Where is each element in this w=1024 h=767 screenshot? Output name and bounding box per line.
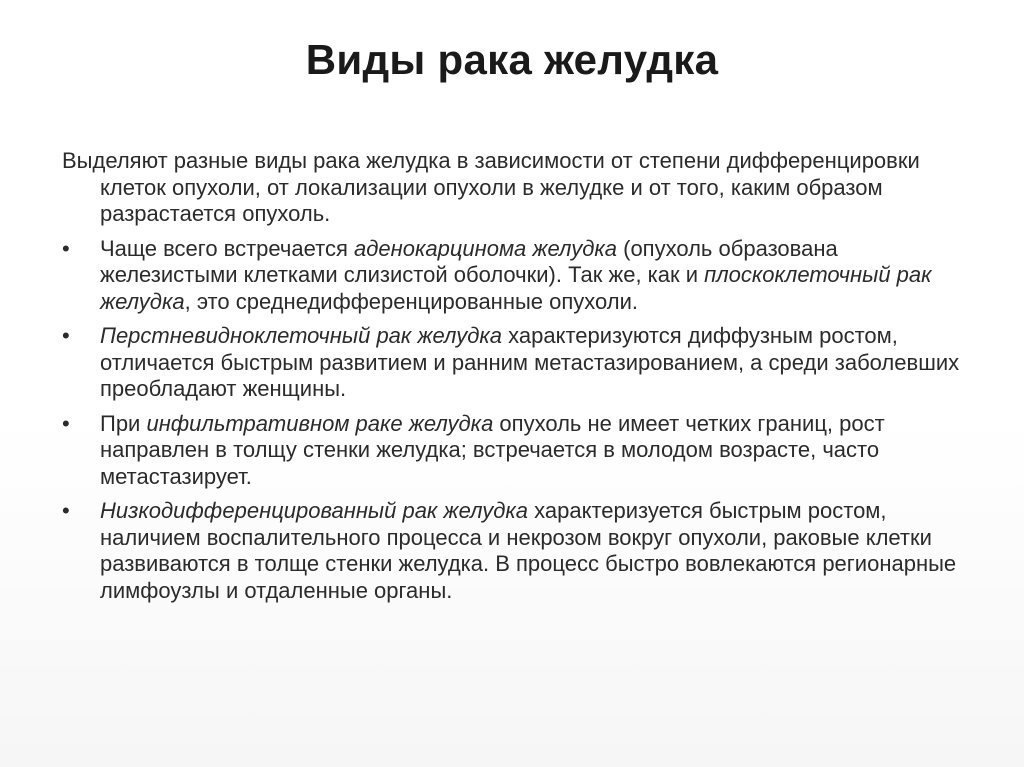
intro-paragraph: Выделяют разные виды рака желудка в зависимости от степени дифференцировки клеток опухоли, от локализации опухоли в желудке и от того, каким образом разрастается опухоль. <box>62 148 920 226</box>
italic-term: плоскоклеточный рак желудка <box>100 262 932 314</box>
text-run: характеризуются диффузным ростом, отличается быстрым развитием и ранним метастазированием, а среди заболевших преобладают женщины. <box>100 323 960 401</box>
bullet-item-infiltrative <box>62 411 972 491</box>
text-run: , это среднедифференцированные опухоли. <box>184 288 639 314</box>
bullet-icon: • <box>62 498 70 523</box>
bullet-text <box>100 498 972 604</box>
italic-term: аденокарцинома желудка <box>353 235 617 261</box>
bullet-item-undifferentiated <box>62 498 972 604</box>
slide-title: Виды рака желудка <box>305 36 719 83</box>
italic-term: инфильтративном раке желудка <box>146 410 494 436</box>
bullet-item-signet-ring <box>62 323 972 403</box>
bullet-text <box>100 323 972 403</box>
bullet-text <box>100 411 972 491</box>
text-run: При <box>100 410 147 436</box>
italic-term: Перстневидноклеточный рак желудка <box>100 323 502 348</box>
bullet-icon: • <box>62 235 70 261</box>
bullet-item-adenocarcinoma <box>62 236 972 316</box>
italic-term: Низкодифференцированный рак желудка <box>100 498 529 523</box>
text-run: характеризуется быстрым ростом, наличием воспалительного процесса и некрозом вокруг опухоли, раковые клетки развиваются в толще стенки желудка. В процесс быстро вовлекаются регионарные лимфоузлы и отдаленные органы. <box>100 498 957 603</box>
text-run: опухоль не имеет четких границ, рост направлен в толщу стенки желудка; встречается в молодом возрасте, часто метастазирует. <box>100 410 885 489</box>
slide-body <box>62 148 972 612</box>
text-run: Чаще всего встречается <box>100 235 354 261</box>
bullet-text <box>100 236 972 316</box>
bullet-icon: • <box>62 410 70 436</box>
bullet-icon: • <box>62 323 70 348</box>
text-run: (опухоль образована железистыми клетками слизистой оболочки). Так же, как и <box>100 235 838 287</box>
